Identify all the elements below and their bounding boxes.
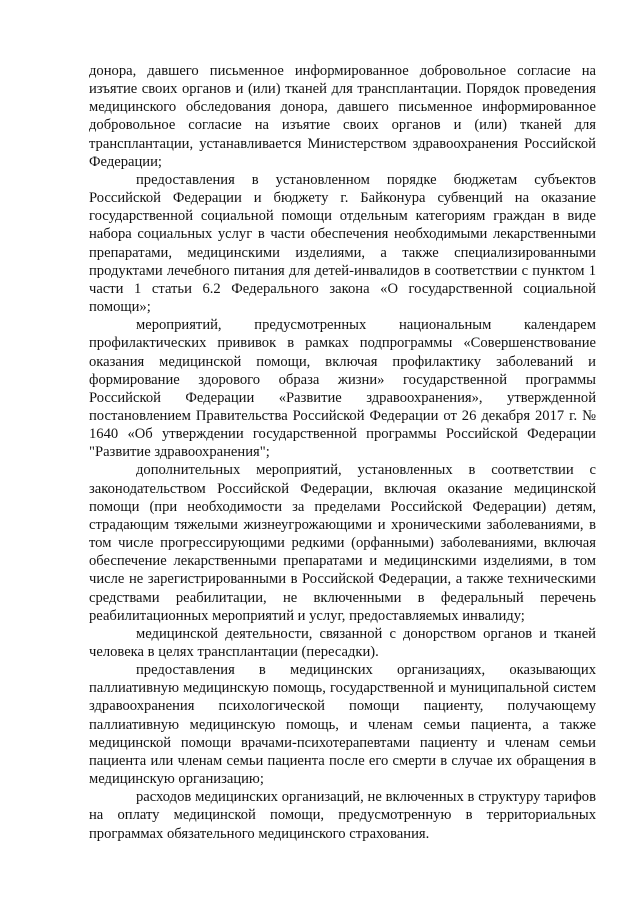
document-body xyxy=(89,62,596,843)
paragraph-organ-donation: медицинской деятельности, связанной с донорством органов и тканей человека в целях трансплантации (пересадки). xyxy=(89,625,596,660)
paragraph-donor-continuation: донора, давшего письменное информированное добровольное согласие на изъятие своих органов и (или) тканей для трансплантации. Порядок проведения медицинского обследования донора, давшего письменное информированное добровольное согласие на изъятие своих органов и (или) тканей для трансплантации, устанавливается Министерством здравоохранения Российской Федерации; xyxy=(89,63,596,170)
paragraph-additional-measures: дополнительных мероприятий, установленных в соответствии с законодательством Российской Федерации, включая оказание медицинской помощи (при необходимости за пределами Российской Федерации) детям, страдающим тяжелыми жизнеугрожающими и хроническими заболеваниями, в том числе прогрессирующими редкими (орфанными) заболеваниями, включая обеспечение лекарственными препаратами и медицинскими изделиями, в том числе не зарегистрированными в Российской Федерации, а также техническими средствами реабилитации, не включенными в федеральный перечень реабилитационных мероприятий и услуг, предоставляемых инвалиду; xyxy=(89,462,596,624)
paragraph-vaccination-calendar: мероприятий, предусмотренных национальным календарем профилактических прививок в рамках подпрограммы «Совершенствование оказания медицинской помощи, включая профилактику заболеваний и формирование здорового образа жизни» государственной программы Российской Федерации «Развитие здравоохранения», утвержденной постановлением Правительства Российской Федерации от 26 декабря 2017 г. № 1640 «Об утверждении государственной программы Российской Федерации "Развитие здравоохранения"; xyxy=(89,317,596,461)
paragraph-palliative-care: предоставления в медицинских организациях, оказывающих паллиативную медицинскую помощь, государственной и муниципальной систем здравоохранения психологической помощи пациенту, получающему паллиативную медицинскую помощь, и членам семьи пациента, а также медицинской помощи врачами-психотерапевтами пациенту и членам семьи пациента или членам семьи пациента после его смерти в случае их обращения в медицинскую организацию; xyxy=(89,662,596,788)
paragraph-organization-expenses: расходов медицинских организаций, не включенных в структуру тарифов на оплату медицинской помощи, предусмотренную в территориальных программах обязательного медицинского страхования. xyxy=(89,789,596,842)
paragraph-subventions: предоставления в установленном порядке бюджетам субъектов Российской Федерации и бюджету г. Байконура субвенций на оказание государственной социальной помощи отдельным категориям граждан в виде набора социальных услуг в части обеспечения необходимыми лекарственными препаратами, медицинскими изделиями, а также специализированными продуктами лечебного питания для детей-инвалидов в соответствии с пунктом 1 части 1 статьи 6.2 Федерального закона «О государственной социальной помощи»; xyxy=(89,171,596,316)
